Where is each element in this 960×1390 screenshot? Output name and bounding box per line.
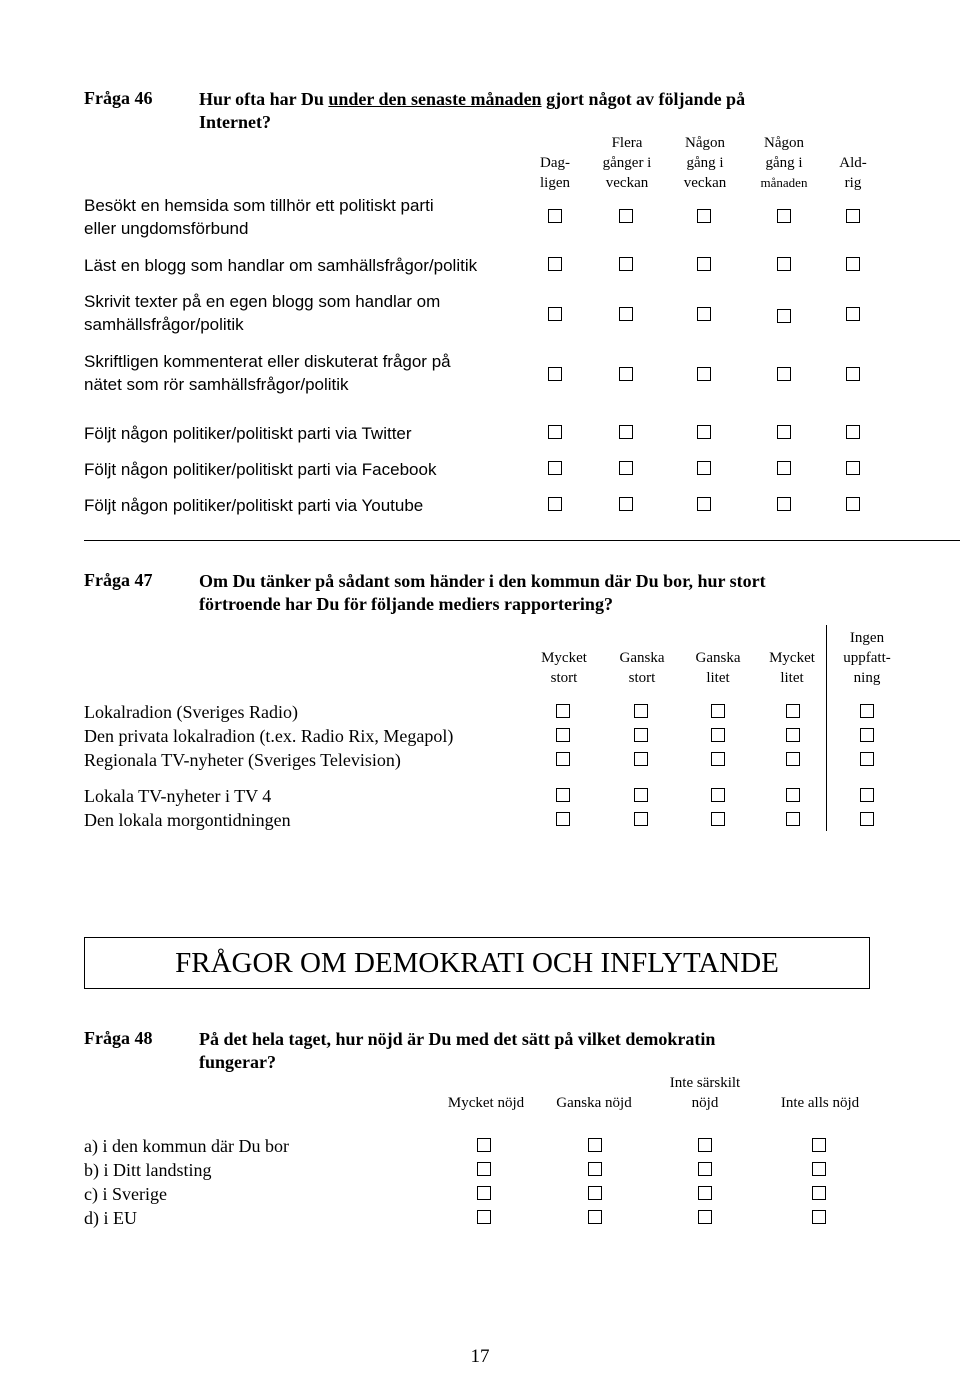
q46-row-4-checkbox-monthly[interactable] (777, 367, 791, 381)
q47-row-3-checkbox-very-high[interactable] (556, 752, 570, 766)
question-46-text-underlined: under den senaste månaden (328, 89, 542, 109)
q46-row-3-label: Skrivit texter på en egen blogg som handlar om samhällsfrågor/politik (84, 292, 441, 334)
q48-row-b-checkbox-not-very-satisfied[interactable] (698, 1162, 712, 1176)
q46-row-4-label: Skriftligen kommenterat eller diskuterat frågor på nätet som rör samhällsfrågor/politik (84, 352, 451, 394)
section-divider (84, 540, 960, 541)
q46-row-3-checkbox-never[interactable] (846, 307, 860, 321)
q48-row-c-checkbox-fairly-satisfied[interactable] (588, 1186, 602, 1200)
question-46-text-part: gjort något av följande på (541, 89, 746, 109)
q46-col-header-never: Ald- rig (839, 155, 867, 191)
question-47-text: Om Du tänker på sådant som händer i den kommun där Du bor, hur stort förtroende har Du för följande mediers rapportering? (199, 571, 766, 614)
q47-row-3-checkbox-very-low[interactable] (786, 752, 800, 766)
q47-col-header-very-high: Mycket stort (541, 650, 587, 686)
q47-row-5-checkbox-fairly-low[interactable] (711, 812, 725, 826)
q46-row-1-checkbox-monthly[interactable] (777, 209, 791, 223)
q48-row-b-checkbox-very-satisfied[interactable] (477, 1162, 491, 1176)
q46-row-1-checkbox-daily[interactable] (548, 209, 562, 223)
q47-row-3-checkbox-fairly-low[interactable] (711, 752, 725, 766)
q48-col-header-not-very-satisfied: Inte särskilt nöjd (669, 1075, 741, 1111)
q46-row-3-checkbox-weekly[interactable] (697, 307, 711, 321)
q48-row-a-label: a) i den kommun där Du bor (84, 1136, 289, 1156)
q46-row-6-checkbox-monthly[interactable] (777, 461, 791, 475)
q47-col-header-very-low: Mycket litet (769, 650, 815, 686)
q47-row-4-label: Lokala TV-nyheter i TV 4 (84, 786, 272, 806)
section-title: FRÅGOR OM DEMOKRATI OCH INFLYTANDE (175, 947, 779, 979)
q46-row-5-checkbox-daily[interactable] (548, 425, 562, 439)
q48-row-a-checkbox-not-very-satisfied[interactable] (698, 1138, 712, 1152)
q46-row-1-checkbox-never[interactable] (846, 209, 860, 223)
q46-row-2-checkbox-daily[interactable] (548, 257, 562, 271)
q46-col-header-daily: Dag- ligen (540, 155, 570, 191)
q46-row-2-checkbox-several-weekly[interactable] (619, 257, 633, 271)
question-48-label: Fråga 48 (84, 1028, 153, 1048)
q48-row-d-label: d) i EU (84, 1208, 137, 1228)
q46-row-7-checkbox-several-weekly[interactable] (619, 497, 633, 511)
q47-row-4-checkbox-fairly-high[interactable] (634, 788, 648, 802)
question-48-text: På det hela taget, hur nöjd är Du med det sätt på vilket demokratin fungerar? (199, 1029, 716, 1072)
q47-row-4-checkbox-very-high[interactable] (556, 788, 570, 802)
q46-row-3-checkbox-monthly[interactable] (777, 309, 791, 323)
q46-row-2-label: Läst en blogg som handlar om samhällsfrågor/politik (84, 256, 478, 275)
q46-row-3-checkbox-several-weekly[interactable] (619, 307, 633, 321)
q48-col-header-very-satisfied: Mycket nöjd (447, 1095, 525, 1111)
q47-row-2-checkbox-fairly-high[interactable] (634, 728, 648, 742)
q46-row-5-checkbox-several-weekly[interactable] (619, 425, 633, 439)
q46-row-7-label: Följt någon politiker/politiskt parti via Youtube (84, 496, 424, 515)
q46-col-header-weekly: Någon gång i veckan (683, 135, 727, 191)
q47-row-5-checkbox-fairly-high[interactable] (634, 812, 648, 826)
q46-row-5-label: Följt någon politiker/politiskt parti via Twitter (84, 424, 412, 443)
q46-row-5-checkbox-weekly[interactable] (697, 425, 711, 439)
q47-row-2-checkbox-very-high[interactable] (556, 728, 570, 742)
q47-col-header-fairly-high: Ganska stort (619, 650, 665, 686)
q47-row-1-checkbox-fairly-low[interactable] (711, 704, 725, 718)
q46-row-6-checkbox-never[interactable] (846, 461, 860, 475)
q48-row-b-checkbox-not-at-all-satisfied[interactable] (812, 1162, 826, 1176)
q47-row-4-checkbox-no-opinion[interactable] (860, 788, 874, 802)
question-46-text-part: Hur ofta har Du (199, 89, 329, 109)
section-title-box (84, 937, 870, 989)
q47-row-1-checkbox-very-high[interactable] (556, 704, 570, 718)
q48-row-c-label: c) i Sverige (84, 1184, 167, 1204)
q48-row-a-checkbox-very-satisfied[interactable] (477, 1138, 491, 1152)
q46-row-2-checkbox-monthly[interactable] (777, 257, 791, 271)
question-46-text (199, 88, 879, 134)
q47-col-header-no-opinion: Ingen uppfatt- ning (843, 630, 891, 686)
q47-row-2-checkbox-no-opinion[interactable] (860, 728, 874, 742)
question-46-text-line2: Internet? (199, 112, 271, 132)
q48-col-header-not-at-all-satisfied: Inte alls nöjd (780, 1095, 860, 1111)
q48-row-d-checkbox-not-very-satisfied[interactable] (698, 1210, 712, 1224)
q46-row-7-checkbox-daily[interactable] (548, 497, 562, 511)
q46-row-4-checkbox-several-weekly[interactable] (619, 367, 633, 381)
q46-row-6-checkbox-weekly[interactable] (697, 461, 711, 475)
q47-row-3-checkbox-fairly-high[interactable] (634, 752, 648, 766)
q47-row-1-label: Lokalradion (Sveriges Radio) (84, 702, 298, 722)
q48-row-a-checkbox-fairly-satisfied[interactable] (588, 1138, 602, 1152)
q47-row-3-checkbox-no-opinion[interactable] (860, 752, 874, 766)
q48-row-d-checkbox-very-satisfied[interactable] (477, 1210, 491, 1224)
q47-row-5-checkbox-no-opinion[interactable] (860, 812, 874, 826)
q46-row-2-checkbox-weekly[interactable] (697, 257, 711, 271)
q48-row-d-checkbox-not-at-all-satisfied[interactable] (812, 1210, 826, 1224)
q46-row-7-checkbox-weekly[interactable] (697, 497, 711, 511)
q48-row-c-checkbox-very-satisfied[interactable] (477, 1186, 491, 1200)
q46-row-2-checkbox-never[interactable] (846, 257, 860, 271)
q48-row-d-checkbox-fairly-satisfied[interactable] (588, 1210, 602, 1224)
question-47-label: Fråga 47 (84, 570, 153, 590)
q46-col-header-several-weekly: Flera gånger i veckan (602, 135, 652, 191)
q47-col-header-fairly-low: Ganska litet (695, 650, 741, 686)
q48-col-header-fairly-satisfied: Ganska nöjd (556, 1095, 632, 1111)
q46-row-5-checkbox-monthly[interactable] (777, 425, 791, 439)
q47-row-3-label: Regionala TV-nyheter (Sveriges Television) (84, 750, 401, 770)
q47-row-2-label: Den privata lokalradion (t.ex. Radio Rix, Megapol) (84, 726, 454, 746)
q47-row-5-label: Den lokala morgontidningen (84, 810, 291, 830)
q47-row-1-checkbox-fairly-high[interactable] (634, 704, 648, 718)
q46-row-7-checkbox-never[interactable] (846, 497, 860, 511)
q47-row-2-checkbox-very-low[interactable] (786, 728, 800, 742)
q48-row-c-checkbox-not-very-satisfied[interactable] (698, 1186, 712, 1200)
page-number: 17 (470, 1346, 490, 1367)
q48-row-c-checkbox-not-at-all-satisfied[interactable] (812, 1186, 826, 1200)
q46-row-7-checkbox-monthly[interactable] (777, 497, 791, 511)
q46-row-1-checkbox-several-weekly[interactable] (619, 209, 633, 223)
q46-row-4-checkbox-never[interactable] (846, 367, 860, 381)
question-46-label: Fråga 46 (84, 88, 153, 108)
q47-row-4-checkbox-fairly-low[interactable] (711, 788, 725, 802)
q46-row-5-checkbox-never[interactable] (846, 425, 860, 439)
q47-row-5-checkbox-very-low[interactable] (786, 812, 800, 826)
q47-row-4-checkbox-very-low[interactable] (786, 788, 800, 802)
q48-row-b-label: b) i Ditt landsting (84, 1160, 212, 1180)
q46-row-3-checkbox-daily[interactable] (548, 307, 562, 321)
q47-row-5-checkbox-very-high[interactable] (556, 812, 570, 826)
q47-row-1-checkbox-no-opinion[interactable] (860, 704, 874, 718)
q46-row-4-checkbox-daily[interactable] (548, 367, 562, 381)
q46-row-1-checkbox-weekly[interactable] (697, 209, 711, 223)
q48-row-a-checkbox-not-at-all-satisfied[interactable] (812, 1138, 826, 1152)
q46-row-6-checkbox-daily[interactable] (548, 461, 562, 475)
q46-row-6-label: Följt någon politiker/politiskt parti via Facebook (84, 460, 437, 479)
q48-row-b-checkbox-fairly-satisfied[interactable] (588, 1162, 602, 1176)
q47-row-2-checkbox-fairly-low[interactable] (711, 728, 725, 742)
q46-row-4-checkbox-weekly[interactable] (697, 367, 711, 381)
q46-col-header-monthly: Någon gång i månaden (760, 135, 808, 190)
q46-row-1-label: Besökt en hemsida som tillhör ett politiskt parti eller ungdomsförbund (84, 196, 434, 238)
no-opinion-separator (826, 625, 827, 831)
q47-row-1-checkbox-very-low[interactable] (786, 704, 800, 718)
q46-row-6-checkbox-several-weekly[interactable] (619, 461, 633, 475)
